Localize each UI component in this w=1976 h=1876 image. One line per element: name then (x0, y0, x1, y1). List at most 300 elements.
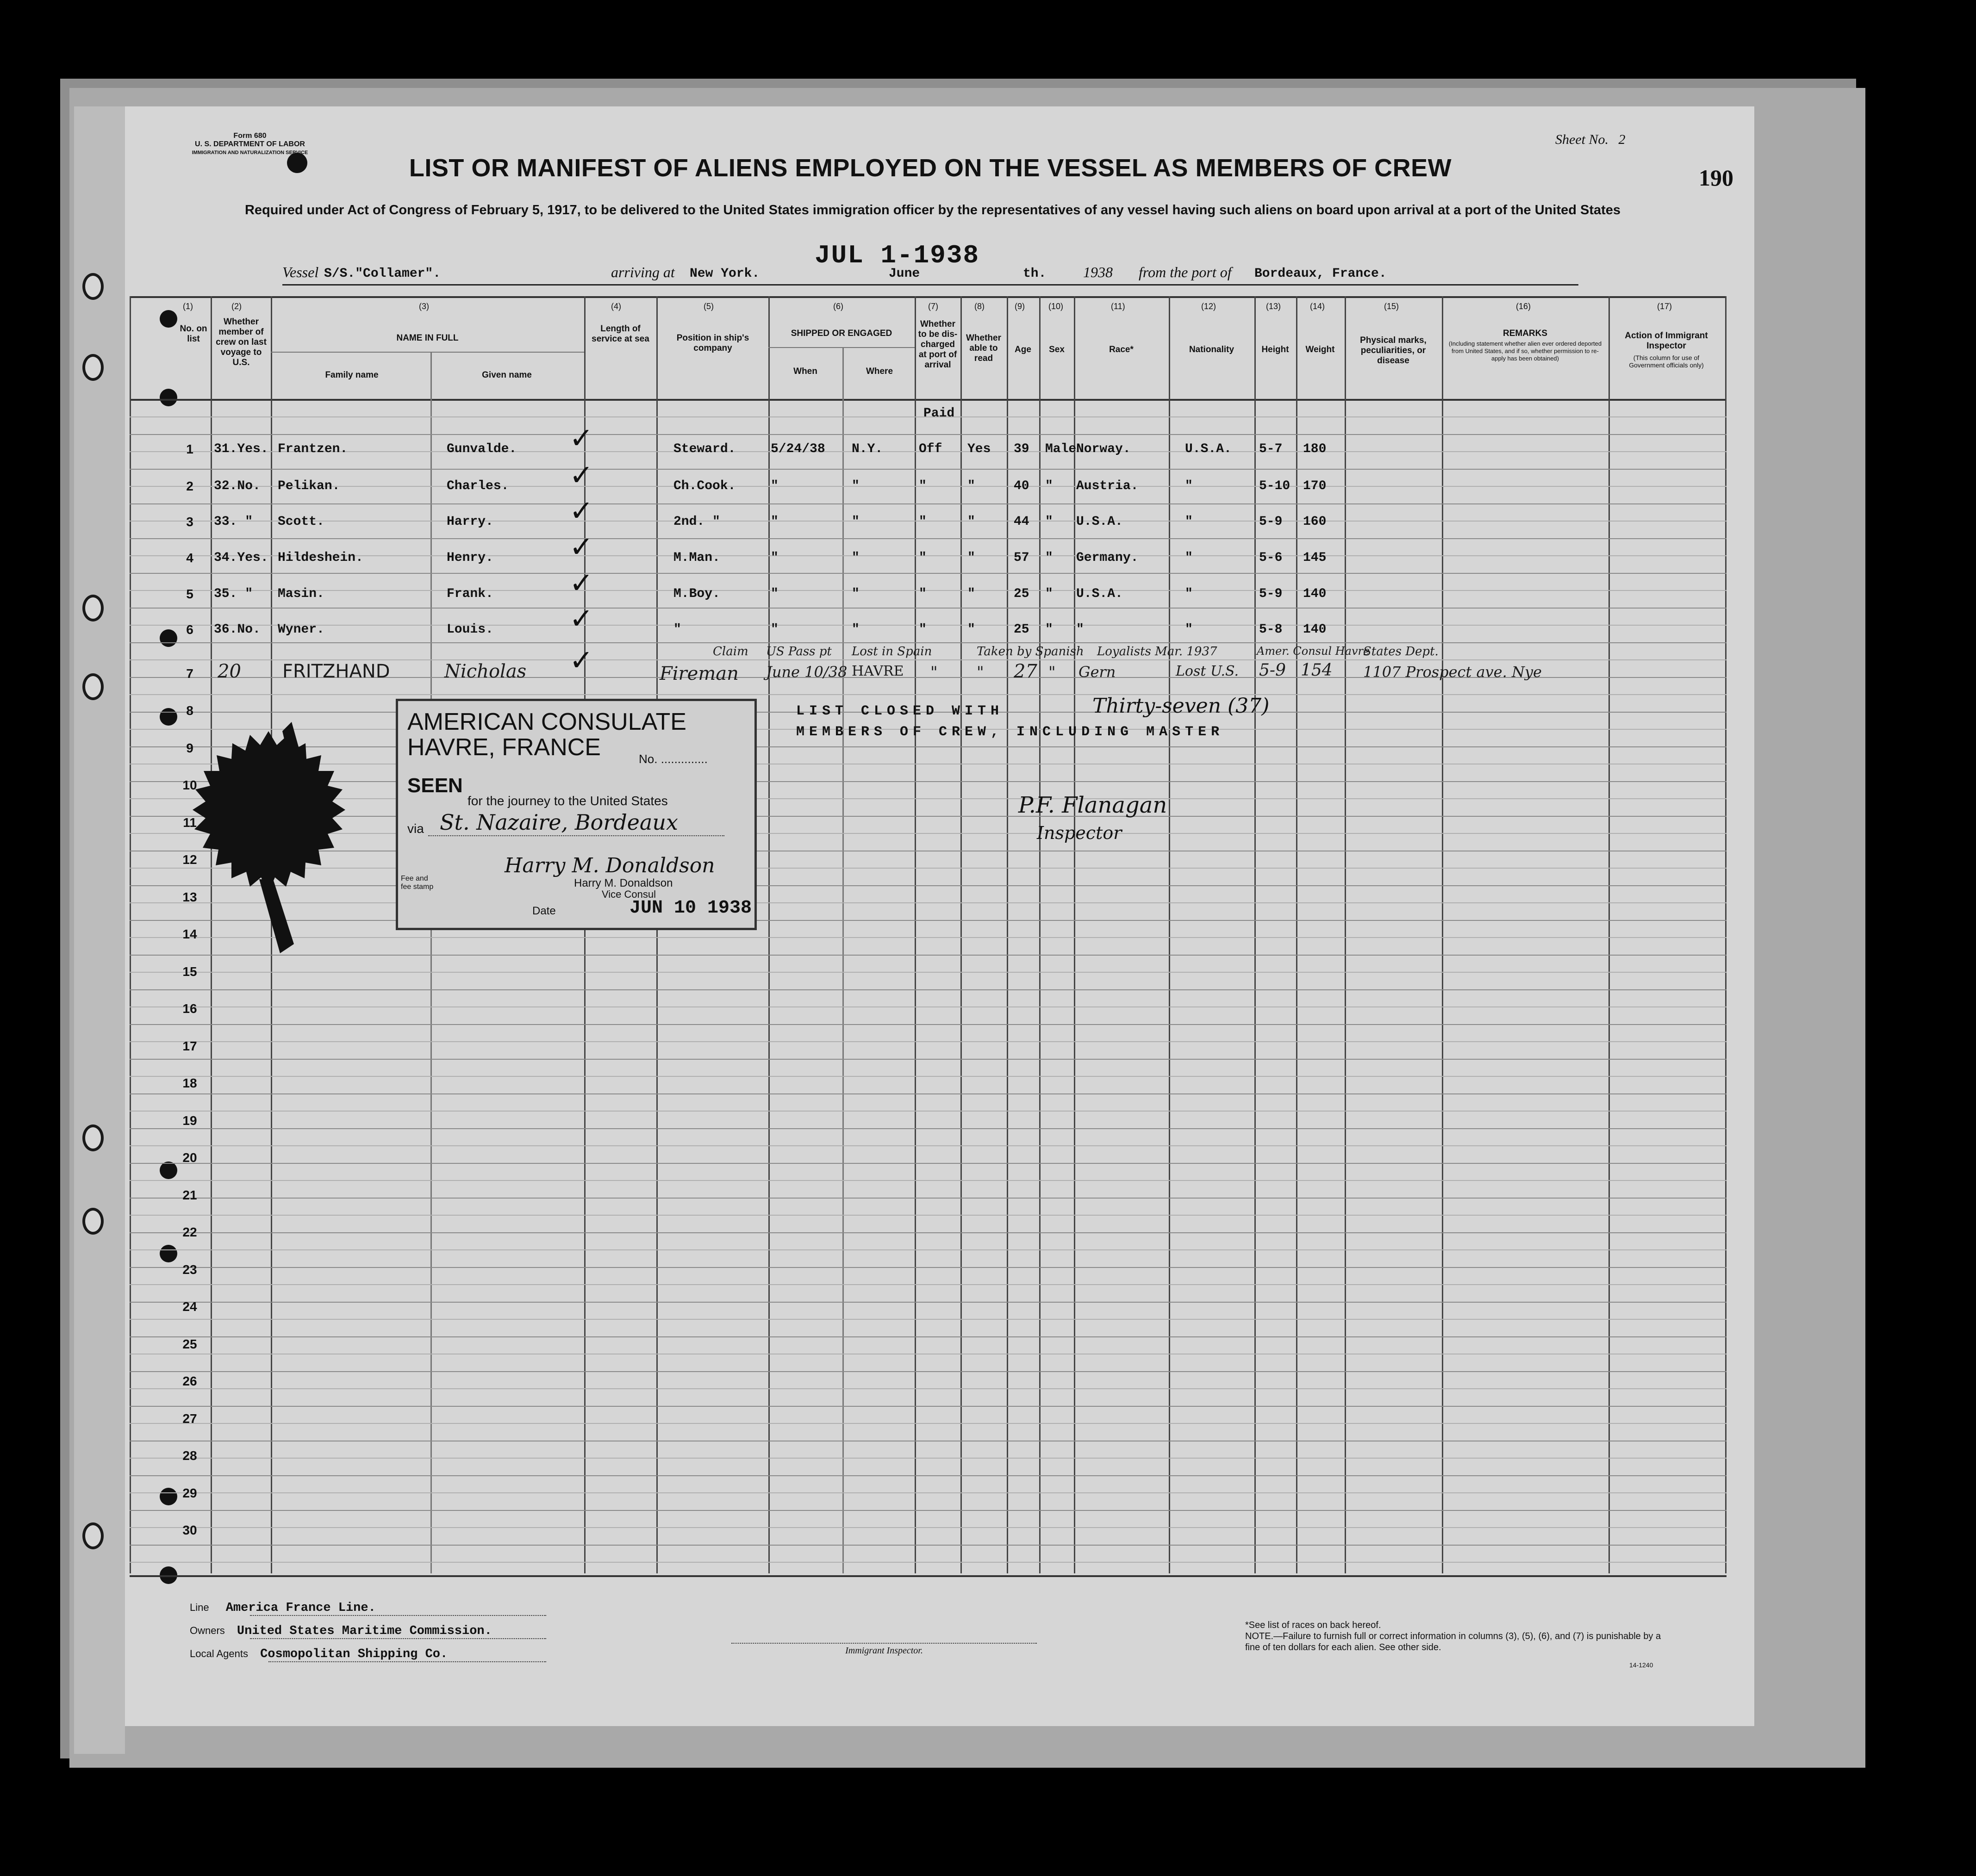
column-divider (1608, 296, 1610, 1573)
cell-last: 33. " (214, 515, 253, 529)
row-line (130, 1145, 1727, 1146)
row-line (130, 608, 1727, 609)
row-line (130, 1180, 1727, 1181)
cell-height: 5-10 (1259, 479, 1290, 493)
column-number: (17) (1657, 302, 1672, 311)
column-number: (16) (1516, 302, 1531, 311)
row7-where-note: Lost in Spain (852, 645, 932, 658)
wax-seal-icon (167, 713, 370, 981)
row-line (130, 521, 1727, 522)
list-closed-line2: MEMBERS OF CREW, INCLUDING MASTER (796, 724, 1224, 740)
row-line (130, 659, 1727, 660)
stamp-number: No. .............. (639, 752, 708, 766)
row-number: 29 (182, 1485, 197, 1500)
checkmark-icon: ✓ (569, 530, 593, 564)
cell-given: Henry. (447, 551, 493, 565)
column-number: (2) (231, 302, 242, 311)
cell-race: Norway. (1076, 442, 1131, 456)
row-number: 19 (182, 1113, 197, 1128)
checkmark-icon: ✓ (569, 421, 593, 455)
column-divider (1169, 296, 1170, 1573)
binding-margin (74, 106, 125, 1754)
footer-line (190, 1601, 376, 1615)
row-line (130, 1423, 1727, 1424)
row-line (130, 989, 1727, 990)
row7-height: 5-9 (1259, 661, 1286, 680)
stamp-no-label: No. (639, 752, 658, 766)
row7-last-voyage: 20 (218, 661, 241, 682)
owners-value: United States Maritime Commission. (237, 1624, 492, 1638)
agents-value: Cosmopolitan Shipping Co. (260, 1647, 448, 1661)
cell-read: " (967, 622, 975, 637)
footer-notes (1245, 1620, 1662, 1653)
column-divider (842, 347, 844, 1573)
row7-read-note: Taken by Spanish (977, 645, 1084, 658)
column-divider (1039, 296, 1041, 1573)
row-line (130, 1267, 1727, 1268)
fee-stamp-label: Fee and fee stamp (401, 875, 434, 891)
cell-family: Frantzen. (278, 442, 348, 456)
row7-race-note: Loyalists Mar. 1937 (1097, 645, 1217, 658)
cell-last: 36.No. (214, 622, 261, 637)
column-divider (130, 296, 131, 1573)
cell-read: " (967, 551, 975, 565)
column-divider (1296, 296, 1297, 1573)
header-inspector-action: Action of Immigrant Inspector (1625, 331, 1708, 351)
row7-able-to-read: " (977, 663, 984, 682)
inspector-signature (1018, 791, 1167, 847)
list-closed-line1: LIST CLOSED WITH (796, 703, 1004, 719)
header-name-in-full: NAME IN FULL (396, 333, 459, 343)
form-number: Form 680 (233, 132, 267, 140)
column-divider (1345, 296, 1346, 1573)
column-number: (5) (704, 302, 714, 311)
row-line (130, 1041, 1727, 1042)
row-line (130, 1406, 1727, 1407)
header-family-name: Family name (325, 370, 379, 380)
cell-weight: 170 (1303, 479, 1327, 493)
column-number: (12) (1201, 302, 1216, 311)
row-number: 2 (186, 479, 193, 493)
cell-given: Louis. (447, 622, 493, 637)
row-number: 24 (182, 1299, 197, 1314)
footer-underline (268, 1661, 546, 1662)
agents-label: Local Agents (190, 1648, 248, 1659)
header-able-to-read: Whether able to read (966, 333, 1001, 363)
page-subtitle: Required under Act of Congress of February 5, 1917, to be delivered to the United States immigration officer by the representatives of any vessel having such aliens on board upon arrival at a port of the United States (244, 203, 1621, 217)
cell-when: " (771, 515, 779, 529)
sheet-no-value: 2 (1618, 132, 1626, 147)
row-line (130, 1527, 1727, 1528)
cell-when: " (771, 587, 779, 601)
via-label: via (407, 821, 424, 836)
row-number: 6 (186, 622, 193, 637)
via-line (428, 835, 724, 836)
checkmark-icon: ✓ (569, 602, 593, 635)
form-identifier (174, 132, 326, 157)
row-number: 15 (182, 964, 197, 979)
row-line (130, 486, 1727, 487)
header-when: When (793, 367, 817, 376)
row-line (130, 1545, 1727, 1546)
cell-sex: Male (1045, 442, 1077, 456)
row-number: 28 (182, 1448, 197, 1463)
column-number: (15) (1384, 302, 1399, 311)
cell-last: 32.No. (214, 479, 261, 493)
cell-nat: " (1185, 622, 1193, 637)
form-code: 14-1240 (1629, 1661, 1653, 1669)
vice-consul-signature: Harry M. Donaldson (505, 854, 715, 877)
punch-hole (82, 1124, 104, 1151)
row7-weight: 154 (1301, 661, 1333, 680)
row-line (130, 1128, 1727, 1129)
checkmark-icon: ✓ (569, 566, 593, 600)
footer-underline (250, 1615, 546, 1616)
row-line (130, 1024, 1727, 1025)
row-number: 23 (182, 1262, 197, 1277)
department: U. S. DEPARTMENT OF LABOR (195, 140, 305, 148)
cell-when: " (771, 479, 779, 493)
cell-last: 34.Yes. (214, 551, 268, 565)
cell-family: Wyner. (278, 622, 324, 637)
row-line (130, 1458, 1727, 1459)
column-number: (4) (611, 302, 621, 311)
column-number: (6) (833, 302, 843, 311)
row-line (130, 1475, 1727, 1476)
row7-consul-note: Amer. Consul Havre (1257, 645, 1370, 658)
row-line (130, 1388, 1727, 1389)
fine-note: NOTE.—Failure to furnish full or correct information in columns (3), (5), (6), and (7) is punishable by a fine of ten dollars for each alien. See other side. (1245, 1631, 1661, 1652)
header-remarks: REMARKS (1502, 329, 1548, 338)
column-divider (960, 296, 962, 1573)
line-value: America France Line. (225, 1601, 376, 1615)
page-title: LIST OR MANIFEST OF ALIENS EMPLOYED ON THE VESSEL AS MEMBERS OF CREW (409, 154, 1452, 182)
service: IMMIGRATION AND NATURALIZATION SERVICE (192, 150, 308, 155)
row-line (130, 1076, 1727, 1077)
cell-family: Masin. (278, 587, 324, 601)
checkmark-icon: ✓ (569, 458, 593, 492)
row-line (130, 538, 1727, 539)
races-note: *See list of races on back hereof. (1245, 1620, 1381, 1630)
column-divider (1442, 296, 1443, 1573)
header-nationality: Nationality (1189, 345, 1234, 354)
cell-race: " (1076, 622, 1084, 637)
row-line (130, 555, 1727, 556)
row-number: 22 (182, 1225, 197, 1239)
cell-race: U.S.A. (1076, 515, 1123, 529)
column-number: (13) (1266, 302, 1281, 311)
column-number: (1) (183, 302, 193, 311)
sheet-no-label: Sheet No. (1555, 132, 1608, 147)
row-number: 16 (182, 1001, 197, 1016)
remarks-note: (Including statement whether alien ever ordered deported from United States, and if so, whether permission to re-apply has been obtained) (1448, 340, 1602, 362)
row-line (130, 1371, 1727, 1372)
cell-last: 31.Yes. (214, 442, 268, 456)
arrival-day: th. (1023, 267, 1047, 281)
column-divider (430, 352, 432, 1573)
name-subheader-line (271, 352, 584, 353)
footer-underline (250, 1638, 546, 1639)
column-divider (768, 296, 770, 1573)
row-number: 30 (182, 1523, 197, 1537)
cell-age: 39 (1014, 442, 1029, 456)
action-note: (This column for use of Government officials only) (1629, 354, 1704, 369)
row-number: 13 (182, 889, 197, 904)
arriving-label: arriving at (611, 264, 675, 280)
cell-age: 25 (1014, 622, 1029, 637)
cell-where: " (852, 515, 860, 529)
inspector-name: P.F. Flanagan (1018, 792, 1167, 818)
row-number: 27 (182, 1411, 197, 1426)
cell-race: U.S.A. (1076, 587, 1123, 601)
row-line (130, 694, 1727, 695)
row7-family-name: FRITZHAND (282, 661, 390, 682)
row-line (130, 1059, 1727, 1060)
inspector-title: Inspector (1037, 823, 1122, 843)
column-number: (14) (1310, 302, 1325, 311)
cell-disch: " (919, 622, 927, 637)
row-line (130, 434, 1727, 435)
column-divider (1725, 296, 1727, 1573)
row-line (130, 1336, 1727, 1337)
header-physical-marks: Physical marks, peculiarities, or disease (1360, 335, 1427, 366)
column-number: (11) (1111, 302, 1125, 311)
column-number: (7) (928, 302, 938, 311)
cell-when: " (771, 622, 779, 637)
cell-height: 5-7 (1259, 442, 1283, 456)
cell-weight: 145 (1303, 551, 1327, 565)
row-number: 12 (182, 852, 197, 867)
owners-label: Owners (190, 1625, 225, 1636)
header-given-name: Given name (482, 370, 532, 380)
cell-given: Charles. (447, 479, 509, 493)
row-line (130, 1198, 1727, 1199)
header-weight: Weight (1305, 345, 1335, 354)
vessel-name: S/S."Collamer". (324, 267, 441, 281)
row7-position-note: Claim (713, 645, 748, 658)
row-line (130, 1163, 1727, 1164)
column-divider (915, 296, 916, 1573)
header-no-on-list: No. on list (180, 324, 207, 344)
row-number: 14 (182, 927, 197, 941)
cell-disch: " (919, 551, 927, 565)
cell-age: 25 (1014, 587, 1029, 601)
cell-family: Scott. (278, 515, 324, 529)
header-race: Race* (1109, 345, 1134, 354)
shipped-subheader-line (768, 347, 915, 348)
cell-race: Germany. (1076, 551, 1139, 565)
row-line (130, 573, 1727, 574)
cell-where: N.Y. (852, 442, 883, 456)
cell-sex: " (1045, 587, 1053, 601)
cell-weight: 160 (1303, 515, 1327, 529)
consulate-location: HAVRE, FRANCE (407, 734, 601, 761)
line-label: Line (190, 1602, 209, 1613)
row-number: 11 (183, 815, 197, 830)
row-number: 25 (182, 1336, 197, 1351)
cell-pos: " (673, 622, 681, 637)
row7-given-name: Nicholas (444, 661, 527, 682)
column-divider (1254, 296, 1256, 1573)
row-number: 17 (182, 1038, 197, 1053)
row-number: 21 (182, 1187, 197, 1202)
journey-text: for the journey to the United States (468, 794, 668, 808)
cell-where: " (852, 551, 860, 565)
row7-discharged: " (930, 663, 938, 682)
row-line (130, 1093, 1727, 1094)
cell-weight: 180 (1303, 442, 1327, 456)
arriving-port: New York. (690, 267, 760, 281)
row-number: 26 (182, 1374, 197, 1388)
cell-family: Hildeshein. (278, 551, 363, 565)
checkmark-icon: ✓ (569, 643, 593, 677)
cell-nat: " (1185, 515, 1193, 529)
punch-hole (82, 1208, 104, 1235)
header-last-voyage: Whether member of crew on last voyage to U.S. (216, 317, 267, 367)
cell-read: " (967, 515, 975, 529)
row7-remarks: 1107 Prospect ave. Nye (1363, 663, 1542, 681)
via-route: St. Nazaire, Bordeaux (440, 810, 678, 835)
stamp-date: JUN 10 1938 (630, 898, 752, 919)
cell-race: Austria. (1076, 479, 1139, 493)
column-divider (1007, 296, 1008, 1573)
footer-owners (190, 1624, 492, 1638)
cell-pos: 2nd. " (673, 515, 720, 529)
header-position: Position in ship's company (676, 333, 749, 353)
row-line (130, 590, 1727, 591)
cell-where: " (852, 479, 860, 493)
header-where: Where (866, 367, 893, 376)
column-divider (656, 296, 658, 1573)
row-line (130, 1111, 1727, 1112)
row-line (130, 642, 1727, 643)
cell-disch: " (919, 515, 927, 529)
cell-when: " (771, 551, 779, 565)
vessel-line (282, 264, 1578, 286)
page-number: 190 (1699, 165, 1733, 191)
column-number: (3) (419, 302, 429, 311)
cell-where: " (852, 587, 860, 601)
cell-weight: 140 (1303, 622, 1327, 637)
paid-label: Paid (923, 406, 955, 421)
row7-when: June 10/38 (766, 663, 848, 681)
cell-weight: 140 (1303, 587, 1327, 601)
row7-where: HAVRE (852, 663, 904, 679)
cell-disch: " (919, 479, 927, 493)
row-line (130, 1232, 1727, 1233)
header-discharged: Whether to be dis-charged at port of arrival (918, 319, 958, 370)
row-line (130, 1006, 1727, 1007)
row-line (130, 1215, 1727, 1216)
punch-hole (82, 354, 104, 381)
cell-age: 44 (1014, 515, 1029, 529)
arrival-date-stamp: JUL 1-1938 (815, 241, 980, 270)
column-number: (10) (1048, 302, 1064, 311)
row-number: 7 (186, 666, 193, 681)
row-number: 20 (182, 1150, 197, 1165)
header-age: Age (1015, 345, 1031, 354)
cell-nat: " (1185, 479, 1193, 493)
column-number: (8) (974, 302, 985, 311)
row-line (130, 1249, 1727, 1250)
cell-height: 5-9 (1259, 587, 1283, 601)
row-number: 1 (186, 442, 193, 456)
row7-sex: " (1048, 663, 1056, 682)
cell-sex: " (1045, 515, 1053, 529)
cell-pos: M.Man. (673, 551, 720, 565)
cell-when: 5/24/38 (771, 442, 825, 456)
punch-hole (82, 273, 104, 300)
cell-last: 35. " (214, 587, 253, 601)
row-number: 18 (182, 1076, 197, 1090)
row7-remarks-note: States Dept. (1363, 645, 1439, 658)
row-line (130, 1319, 1727, 1320)
header-shipped-or-engaged: SHIPPED OR ENGAGED (791, 329, 892, 338)
vessel-label: Vessel (282, 264, 319, 280)
row7-position: Fireman (660, 663, 739, 684)
footer-agents (190, 1647, 448, 1661)
row7-age: 27 (1014, 661, 1037, 682)
punch-hole (82, 673, 104, 700)
row-line (130, 1284, 1727, 1285)
consulate-stamp (396, 699, 757, 930)
row7-race: Gern (1078, 663, 1116, 681)
vice-consul-title: Vice Consul (602, 888, 656, 900)
cell-height: 5-8 (1259, 622, 1283, 637)
header-separator (130, 399, 1727, 401)
row-line (130, 1492, 1727, 1493)
row7-nationality: Lost U.S. (1176, 663, 1239, 679)
row-line (130, 625, 1727, 626)
cell-read: " (967, 479, 975, 493)
cell-height: 5-6 (1259, 551, 1283, 565)
column-number: (9) (1015, 302, 1025, 311)
cell-disch: " (919, 587, 927, 601)
from-port: Bordeaux, France. (1254, 267, 1387, 281)
row-number: 4 (186, 551, 193, 565)
from-port-label: from the port of (1139, 264, 1232, 280)
row-line (130, 1510, 1727, 1511)
row-number: 10 (182, 778, 197, 792)
cell-given: Harry. (447, 515, 493, 529)
row-number: 5 (186, 587, 193, 601)
row-line (130, 1562, 1727, 1563)
immigrant-inspector-label: Immigrant Inspector. (731, 1643, 1037, 1656)
punch-hole (82, 595, 104, 621)
header-height: Height (1261, 345, 1289, 354)
cell-sex: " (1045, 551, 1053, 565)
cell-pos: Ch.Cook. (673, 479, 736, 493)
cell-nat: " (1185, 587, 1193, 601)
cell-disch: Off (919, 442, 942, 456)
checkmark-icon: ✓ (569, 494, 593, 528)
cell-given: Frank. (447, 587, 493, 601)
sheet-number (1555, 132, 1625, 148)
row-line (130, 503, 1727, 504)
cell-where: " (852, 622, 860, 637)
cell-age: 40 (1014, 479, 1029, 493)
column-divider (1074, 296, 1075, 1573)
row7-when-note: US Pass pt (766, 645, 832, 658)
cell-read: " (967, 587, 975, 601)
cell-sex: " (1045, 622, 1053, 637)
cell-age: 57 (1014, 551, 1029, 565)
row-number: 9 (186, 740, 193, 755)
vice-consul-name: Harry M. Donaldson (574, 877, 673, 889)
consulate-name: AMERICAN CONSULATE (407, 708, 686, 735)
cell-read: Yes (967, 442, 991, 456)
cell-sex: " (1045, 479, 1053, 493)
